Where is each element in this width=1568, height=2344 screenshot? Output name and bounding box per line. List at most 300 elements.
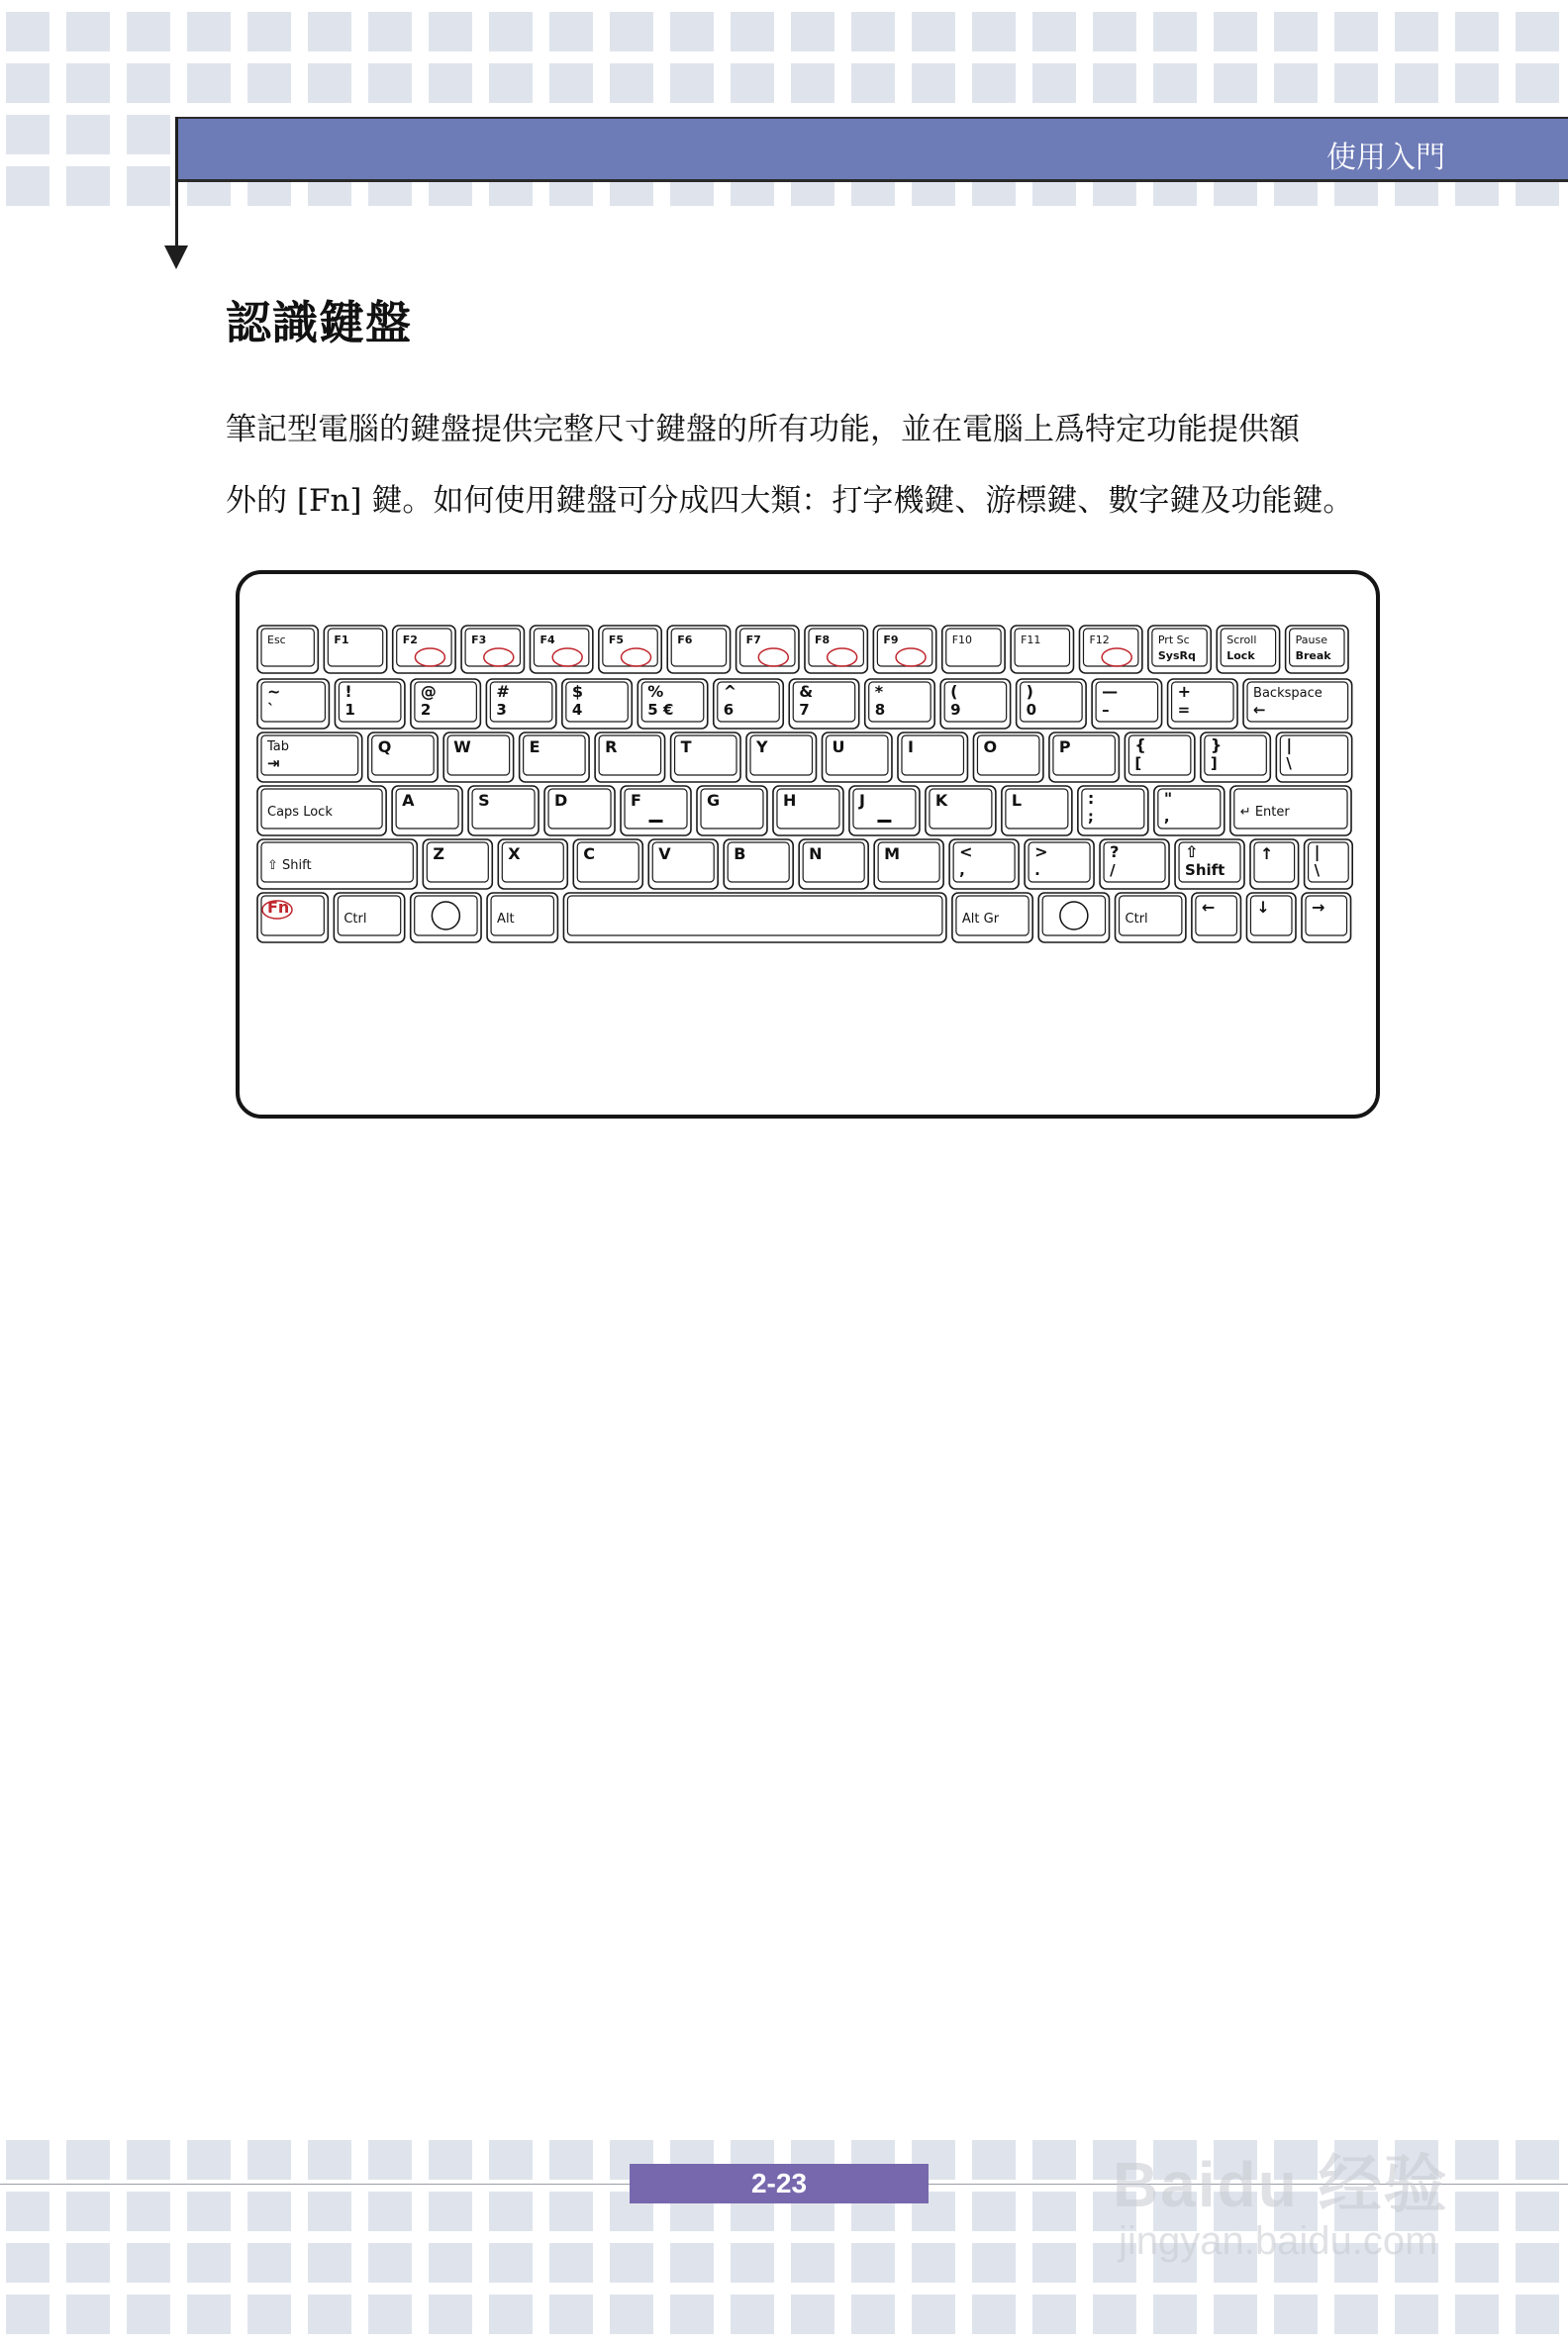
key-a (392, 786, 462, 835)
key-sublabel: Lock (1226, 649, 1255, 662)
decor-tile (1395, 2295, 1438, 2334)
decor-tile (1032, 2140, 1076, 2180)
key-tab (257, 732, 362, 782)
key-label: | (1314, 842, 1321, 861)
key-windows-logo-icon (411, 893, 481, 942)
key-label: H (782, 791, 797, 810)
key-label: | (1286, 735, 1293, 754)
key-p (1049, 732, 1119, 782)
decor-tile (6, 2192, 49, 2231)
decor-tile (1395, 12, 1438, 51)
key-sublabel: Break (1295, 649, 1331, 662)
decor-tile (1395, 63, 1438, 103)
decor-tile (912, 2243, 955, 2283)
key-label: Alt (497, 912, 515, 927)
decor-tile (6, 115, 49, 154)
decor-tile (187, 2295, 231, 2334)
key-- (1302, 893, 1351, 942)
decor-tile (1214, 12, 1257, 51)
key-f (621, 786, 691, 835)
key-pause (1286, 626, 1348, 673)
key-- (1092, 679, 1161, 729)
decor-tile (247, 2140, 291, 2180)
key-- (1250, 839, 1299, 889)
key-label: ↵ Enter (1239, 805, 1290, 820)
decor-tile (308, 2140, 351, 2180)
key-label: Scroll (1226, 634, 1257, 646)
key-d (544, 786, 615, 835)
key-f6 (667, 626, 730, 673)
decor-tile (247, 63, 291, 103)
key-backspace (1243, 679, 1352, 729)
watermark-brand: Baidu 经验 (1113, 2149, 1449, 2220)
key-label: F6 (677, 634, 693, 646)
decor-tile (187, 2243, 231, 2283)
key-- (562, 679, 632, 729)
key-ctrl (1116, 893, 1186, 942)
key-label: C (583, 844, 596, 863)
key-sublabel: ` (267, 701, 275, 719)
key-- (486, 679, 555, 729)
key-label: W (453, 737, 471, 756)
key-label: R (605, 737, 618, 756)
key-- (1154, 786, 1225, 835)
key-label: : (1087, 789, 1095, 808)
decor-tile (1455, 63, 1499, 103)
key-label: F3 (471, 634, 487, 646)
key-label: N (809, 844, 823, 863)
decor-tile (1274, 2295, 1318, 2334)
key-l (1002, 786, 1072, 835)
key-label: Fn (267, 898, 290, 917)
decor-tile (368, 63, 412, 103)
decor-tile (308, 12, 351, 51)
key-label: D (554, 791, 568, 810)
decor-tile (972, 2140, 1016, 2180)
decor-tile (851, 2243, 895, 2283)
decor-tile (247, 2295, 291, 2334)
key-label: L (1011, 791, 1023, 810)
key-j (849, 786, 920, 835)
key-g (697, 786, 767, 835)
key-z (423, 839, 492, 889)
key-f1 (324, 626, 386, 673)
home-row-bump-icon (877, 820, 891, 823)
decor-tile (972, 12, 1016, 51)
key-label: T (680, 737, 692, 756)
key-label: + (1177, 682, 1191, 701)
page-title: 認識鍵盤 (226, 296, 412, 349)
decor-tile (731, 2243, 774, 2283)
key-label: M (884, 844, 901, 863)
decor-tile (368, 2192, 412, 2231)
key-label: ← (1201, 898, 1216, 917)
decor-tile (1032, 2295, 1076, 2334)
key-sublabel: 0 (1026, 701, 1037, 719)
key-label: P (1058, 737, 1071, 756)
decor-tile (1153, 12, 1197, 51)
decor-tile (610, 2295, 653, 2334)
key-sublabel: 7 (799, 701, 810, 719)
decor-tile (912, 2295, 955, 2334)
decor-tile (1334, 63, 1378, 103)
key-- (1192, 893, 1241, 942)
key-f4 (530, 626, 592, 673)
key-u (823, 732, 892, 782)
key-e (520, 732, 589, 782)
page-number: 2-23 (630, 2164, 929, 2203)
key-q (368, 732, 438, 782)
key-label: Backspace (1253, 686, 1323, 701)
decor-tile (972, 63, 1016, 103)
decor-tile (1214, 63, 1257, 103)
key-label: } (1210, 735, 1223, 754)
decor-tile (489, 12, 533, 51)
key-label: ~ (267, 682, 281, 701)
key-label: ) (1026, 682, 1033, 701)
header-band (176, 117, 1568, 182)
decor-tile (489, 2192, 533, 2231)
key-label: Caps Lock (267, 805, 333, 820)
key-v (648, 839, 718, 889)
decor-tile (549, 63, 593, 103)
key-label: X (508, 844, 521, 863)
decor-tile (247, 2243, 291, 2283)
decor-tile (549, 2140, 593, 2180)
key--shift (257, 839, 417, 889)
key-label: G (707, 791, 721, 810)
key-label: I (907, 737, 914, 756)
key-sublabel: SysRq (1157, 649, 1196, 662)
decor-tile (127, 2192, 170, 2231)
key-label: ^ (723, 682, 737, 701)
decor-tile (66, 2140, 110, 2180)
key-label: # (496, 682, 510, 701)
key-f2 (393, 626, 455, 673)
decor-tile (6, 2243, 49, 2283)
decor-tile (731, 63, 774, 103)
decor-tile (187, 63, 231, 103)
key-b (724, 839, 793, 889)
key-h (773, 786, 843, 835)
key-label: > (1034, 842, 1048, 861)
decor-tile (66, 2192, 110, 2231)
decor-tile (1214, 2295, 1257, 2334)
key-f11 (1011, 626, 1073, 673)
decor-tile (489, 2140, 533, 2180)
key-label: V (658, 844, 671, 863)
decor-tile (1516, 2295, 1559, 2334)
key-f3 (461, 626, 524, 673)
decor-tile (670, 2243, 714, 2283)
key-sublabel: ⇥ (267, 754, 280, 772)
decor-tile (6, 166, 49, 206)
decor-tile (1153, 63, 1197, 103)
key-label: ↑ (1260, 844, 1274, 863)
key-label: Ctrl (1125, 912, 1148, 927)
keyboard-illustration (236, 570, 1380, 1119)
decor-tile (1153, 2295, 1197, 2334)
key-label: F10 (951, 634, 973, 646)
decor-tile (972, 2243, 1016, 2283)
key-f10 (942, 626, 1005, 673)
decor-tile (972, 2295, 1016, 2334)
key-label: Ctrl (343, 912, 367, 927)
decor-tile (127, 2243, 170, 2283)
key-sublabel: 4 (571, 701, 583, 719)
key-label: — (1102, 682, 1119, 701)
key-label: Pause (1295, 634, 1327, 646)
key-- (949, 839, 1019, 889)
decor-tile (429, 2140, 472, 2180)
decor-tile (1032, 12, 1076, 51)
decor-tile (127, 12, 170, 51)
decor-tile (247, 2192, 291, 2231)
key-esc (257, 626, 318, 673)
decor-tile (791, 2295, 834, 2334)
decor-tile (368, 2243, 412, 2283)
key-label: F8 (814, 634, 831, 646)
decor-tile (1334, 12, 1378, 51)
key-label: $ (571, 682, 583, 701)
key-w (443, 732, 513, 782)
key-label: * (874, 682, 884, 701)
decor-tile (489, 63, 533, 103)
key-label: ( (950, 682, 958, 701)
decor-tile (610, 12, 653, 51)
decor-tile (791, 2243, 834, 2283)
watermark (1107, 2114, 1522, 2283)
key-n (799, 839, 868, 889)
key-- (1025, 839, 1094, 889)
decor-tile (127, 63, 170, 103)
key-- (1305, 839, 1353, 889)
key-- (714, 679, 783, 729)
decor-tile (549, 2192, 593, 2231)
decor-tile (791, 63, 834, 103)
decor-tile (791, 12, 834, 51)
key-sublabel: 9 (950, 701, 961, 719)
decor-tile (1334, 2295, 1378, 2334)
key-- (257, 679, 329, 729)
key-label: Z (433, 844, 444, 863)
key-fn (257, 893, 328, 942)
decor-tile (1516, 12, 1559, 51)
key-sublabel: Shift (1185, 861, 1225, 879)
key-label: Tab (267, 739, 290, 754)
key-sublabel: 6 (723, 701, 735, 719)
key-sublabel: , (959, 861, 965, 879)
key-sublabel: . (1034, 861, 1040, 879)
decor-tile (429, 2192, 472, 2231)
paragraph-line-1: 筆記型電腦的鍵盤提供完整尺寸鍵盤的所有功能，並在電腦上爲特定功能提供額 (226, 412, 1300, 447)
key-label: S (478, 791, 490, 810)
key-- (1017, 679, 1086, 729)
decor-tile (1516, 63, 1559, 103)
decor-tile (127, 2295, 170, 2334)
key-f8 (805, 626, 867, 673)
key-scroll (1217, 626, 1279, 673)
key-space (563, 893, 945, 942)
key-label: F4 (539, 634, 555, 646)
key-r (595, 732, 664, 782)
decor-tile (851, 12, 895, 51)
key-label: % (647, 682, 664, 701)
key-- (637, 679, 707, 729)
decor-tile (1032, 2243, 1076, 2283)
decor-tile (731, 2295, 774, 2334)
decor-tile (308, 2295, 351, 2334)
decor-tile (66, 2243, 110, 2283)
key-o (973, 732, 1042, 782)
key-- (1168, 679, 1237, 729)
key-label: Prt Sc (1157, 634, 1190, 646)
key-label: F5 (608, 634, 625, 646)
key-c (573, 839, 642, 889)
decor-tile (549, 2243, 593, 2283)
decor-tile (66, 115, 110, 154)
key-label: Y (756, 737, 768, 756)
decor-tile (368, 2295, 412, 2334)
key-label: ! (344, 682, 352, 701)
key-x (498, 839, 567, 889)
home-row-bump-icon (649, 820, 663, 823)
decor-tile (308, 2243, 351, 2283)
key-label: Esc (267, 634, 286, 646)
key-k (926, 786, 996, 835)
decor-tile (851, 63, 895, 103)
key-- (1125, 732, 1194, 782)
key-menu-icon (1038, 893, 1109, 942)
paragraph-line-2: 外的 [Fn] 鍵。如何使用鍵盤可分成四大類：打字機鍵、游標鍵、數字鍵及功能鍵。 (226, 483, 1354, 519)
decor-tile (549, 12, 593, 51)
decor-tile (66, 63, 110, 103)
key-label: U (832, 737, 845, 756)
key-label: F1 (334, 634, 349, 646)
decor-tile (429, 12, 472, 51)
decor-tile (308, 63, 351, 103)
key-sublabel: ] (1210, 754, 1218, 772)
key-- (789, 679, 858, 729)
decor-tile (1093, 63, 1136, 103)
decor-tile (429, 2243, 472, 2283)
key-sublabel: [ (1134, 754, 1142, 772)
decor-tile (1274, 63, 1318, 103)
key-sublabel: – (1102, 701, 1110, 719)
decor-tile (972, 2192, 1016, 2231)
key-sublabel: , (1163, 808, 1170, 826)
decor-tile (1093, 12, 1136, 51)
key-label: Q (377, 737, 392, 756)
decor-tile (489, 2295, 533, 2334)
decor-tile (1455, 12, 1499, 51)
key-f12 (1079, 626, 1141, 673)
key-label: " (1163, 789, 1173, 808)
decor-tile (66, 166, 110, 206)
key-sublabel: \ (1314, 861, 1321, 879)
key-label: & (799, 682, 814, 701)
decor-tile (187, 12, 231, 51)
key-f5 (599, 626, 661, 673)
section-marker-arrow-icon (164, 245, 188, 269)
key-- (1201, 732, 1270, 782)
key-sublabel: / (1110, 861, 1116, 879)
decor-tile (731, 12, 774, 51)
decor-tile (127, 115, 170, 154)
decor-tile (670, 63, 714, 103)
decor-tile (187, 2192, 231, 2231)
key-label: F11 (1021, 634, 1041, 646)
key-sublabel: ← (1253, 701, 1266, 719)
key-- (1246, 893, 1296, 942)
key-sublabel: 1 (344, 701, 355, 719)
key-f9 (873, 626, 935, 673)
section-marker-line (175, 117, 178, 245)
decor-tile (429, 63, 472, 103)
decor-tile (66, 12, 110, 51)
decor-tile (6, 63, 49, 103)
decor-tile (670, 12, 714, 51)
key-label: Alt Gr (961, 912, 1000, 927)
decor-tile (1274, 12, 1318, 51)
key-- (865, 679, 934, 729)
key-prt-sc (1148, 626, 1211, 673)
decor-tile (187, 2140, 231, 2180)
key-alt-gr (952, 893, 1032, 942)
decor-tile (368, 12, 412, 51)
key-label: < (959, 842, 973, 861)
key-label: O (983, 737, 998, 756)
key-label: F (631, 791, 641, 810)
decor-tile (489, 2243, 533, 2283)
decor-tile (610, 2243, 653, 2283)
key-label: ? (1110, 842, 1120, 861)
decor-tile (66, 2295, 110, 2334)
key-label: A (402, 791, 415, 810)
key-label: K (934, 791, 948, 810)
key-- (411, 679, 480, 729)
key-caps-lock (257, 786, 386, 835)
decor-tile (1093, 2295, 1136, 2334)
key-label: F9 (883, 634, 899, 646)
key-i (898, 732, 967, 782)
decor-tile (429, 2295, 472, 2334)
decor-tile (912, 12, 955, 51)
decor-tile (1032, 63, 1076, 103)
decor-tile (6, 12, 49, 51)
key-label: J (858, 791, 865, 810)
key-label: ⇧ (1185, 842, 1199, 861)
key-f7 (736, 626, 799, 673)
decor-tile (368, 2140, 412, 2180)
decor-tile (912, 63, 955, 103)
decor-tile (247, 12, 291, 51)
key-label: @ (420, 682, 437, 701)
key-sublabel: = (1177, 701, 1191, 719)
key-s (468, 786, 539, 835)
key-- (940, 679, 1010, 729)
key-sublabel: 3 (496, 701, 507, 719)
key-label: F12 (1089, 634, 1110, 646)
key-sublabel: 8 (874, 701, 886, 719)
decor-tile (127, 2140, 170, 2180)
key-label: → (1311, 898, 1325, 917)
key-label: E (529, 737, 540, 756)
key-sublabel: ; (1087, 808, 1094, 826)
key-m (874, 839, 943, 889)
decor-tile (1032, 2192, 1076, 2231)
key-sublabel: 5 € (647, 701, 674, 719)
